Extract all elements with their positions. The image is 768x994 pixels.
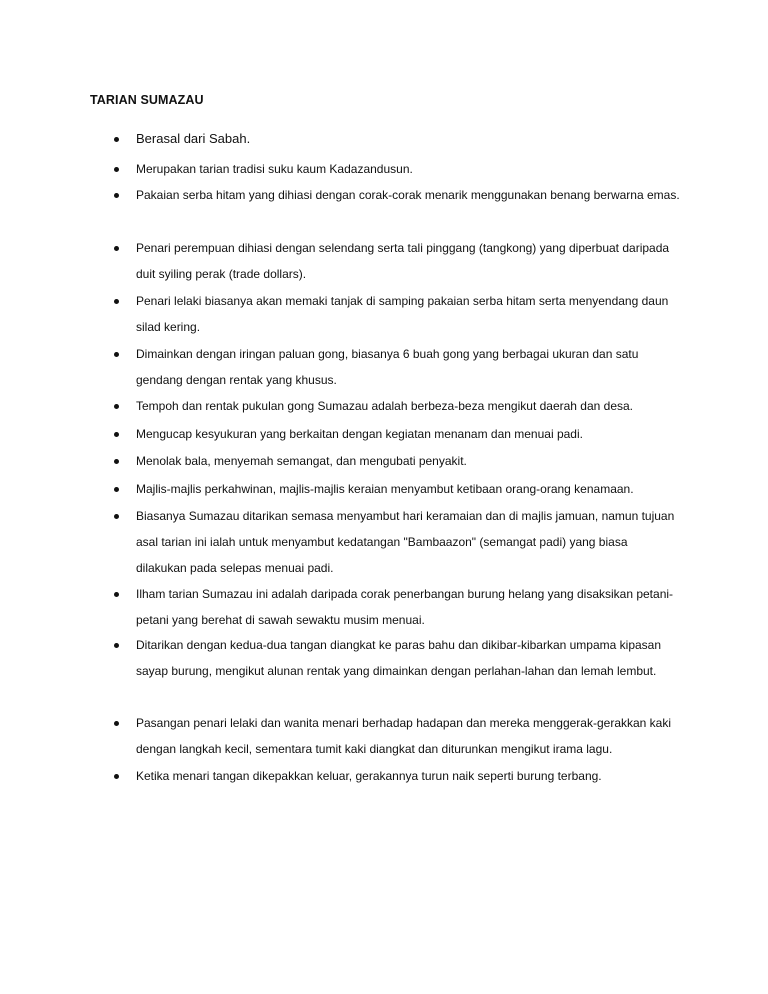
bullet-icon bbox=[114, 487, 119, 492]
bullet-icon bbox=[114, 459, 119, 464]
list-item-text: Ketika menari tangan dikepakkan keluar, gerakannya turun naik seperti burung terbang. bbox=[136, 769, 602, 783]
bullet-icon bbox=[114, 404, 119, 409]
bullet-icon bbox=[114, 167, 119, 172]
document-title: TARIAN SUMAZAU bbox=[90, 93, 204, 107]
list-item-text: Tempoh dan rentak pukulan gong Sumazau adalah berbeza-beza mengikut daerah dan desa. bbox=[136, 399, 634, 413]
bullet-icon bbox=[114, 432, 119, 437]
list-item-text: Penari perempuan dihiasi dengan selendang serta tali pinggang (tangkong) yang diperbuat daripada duit syiling perak (trade dollars). bbox=[136, 241, 670, 281]
list-item-text: Ilham tarian Sumazau ini adalah daripada corak penerbangan burung helang yang disaksikan petani-petani yang berehat di sawah sewaktu musim menuai. bbox=[136, 587, 674, 627]
list-item-text: Merupakan tarian tradisi suku kaum Kadazandusun. bbox=[136, 162, 413, 176]
list-item-text: Pasangan penari lelaki dan wanita menari berhadap hadapan dan mereka menggerak-gerakkan kaki dengan langkah kecil, sementara tumit kaki diangkat dan diturunkan mengikut irama lagu. bbox=[136, 716, 672, 756]
bullet-icon bbox=[114, 514, 119, 519]
list-item-text: Mengucap kesyukuran yang berkaitan dengan kegiatan menanam dan menuai padi. bbox=[136, 427, 583, 441]
bullet-icon bbox=[114, 137, 119, 142]
list-item-text: Dimainkan dengan iringan paluan gong, biasanya 6 buah gong yang berbagai ukuran dan satu gendang dengan rentak yang khusus. bbox=[136, 347, 639, 387]
list-item-text: Biasanya Sumazau ditarikan semasa menyambut hari keramaian dan di majlis jamuan, namun tujuan asal tarian ini ialah untuk menyambut kedatangan "Bambaazon" (semangat padi) yang biasa dilakukan pada selepas menuai padi. bbox=[136, 509, 675, 575]
bullet-icon bbox=[114, 721, 119, 726]
list-item-text: Pakaian serba hitam yang dihiasi dengan corak-corak menarik menggunakan benang berwarna emas. bbox=[136, 188, 680, 202]
list-item-text: Menolak bala, menyemah semangat, dan mengubati penyakit. bbox=[136, 454, 467, 468]
bullet-icon bbox=[114, 352, 119, 357]
list-item-text: Penari lelaki biasanya akan memaki tanjak di samping pakaian serba hitam serta menyendang daun silad kering. bbox=[136, 294, 669, 334]
bullet-icon bbox=[114, 193, 119, 198]
list-item-text: Ditarikan dengan kedua-dua tangan diangkat ke paras bahu dan dikibar-kibarkan umpama kipasan sayap burung, mengikut alunan rentak yang dimainkan dengan perlahan-lahan dan lemah lembut. bbox=[136, 638, 662, 678]
bullet-icon bbox=[114, 246, 119, 251]
bullet-icon bbox=[114, 643, 119, 648]
bullet-icon bbox=[114, 774, 119, 779]
list-item-text: Majlis-majlis perkahwinan, majlis-majlis keraian menyambut ketibaan orang-orang kenamaan. bbox=[136, 482, 634, 496]
list-item-text: Berasal dari Sabah. bbox=[136, 131, 251, 146]
bullet-icon bbox=[114, 592, 119, 597]
bullet-icon bbox=[114, 299, 119, 304]
